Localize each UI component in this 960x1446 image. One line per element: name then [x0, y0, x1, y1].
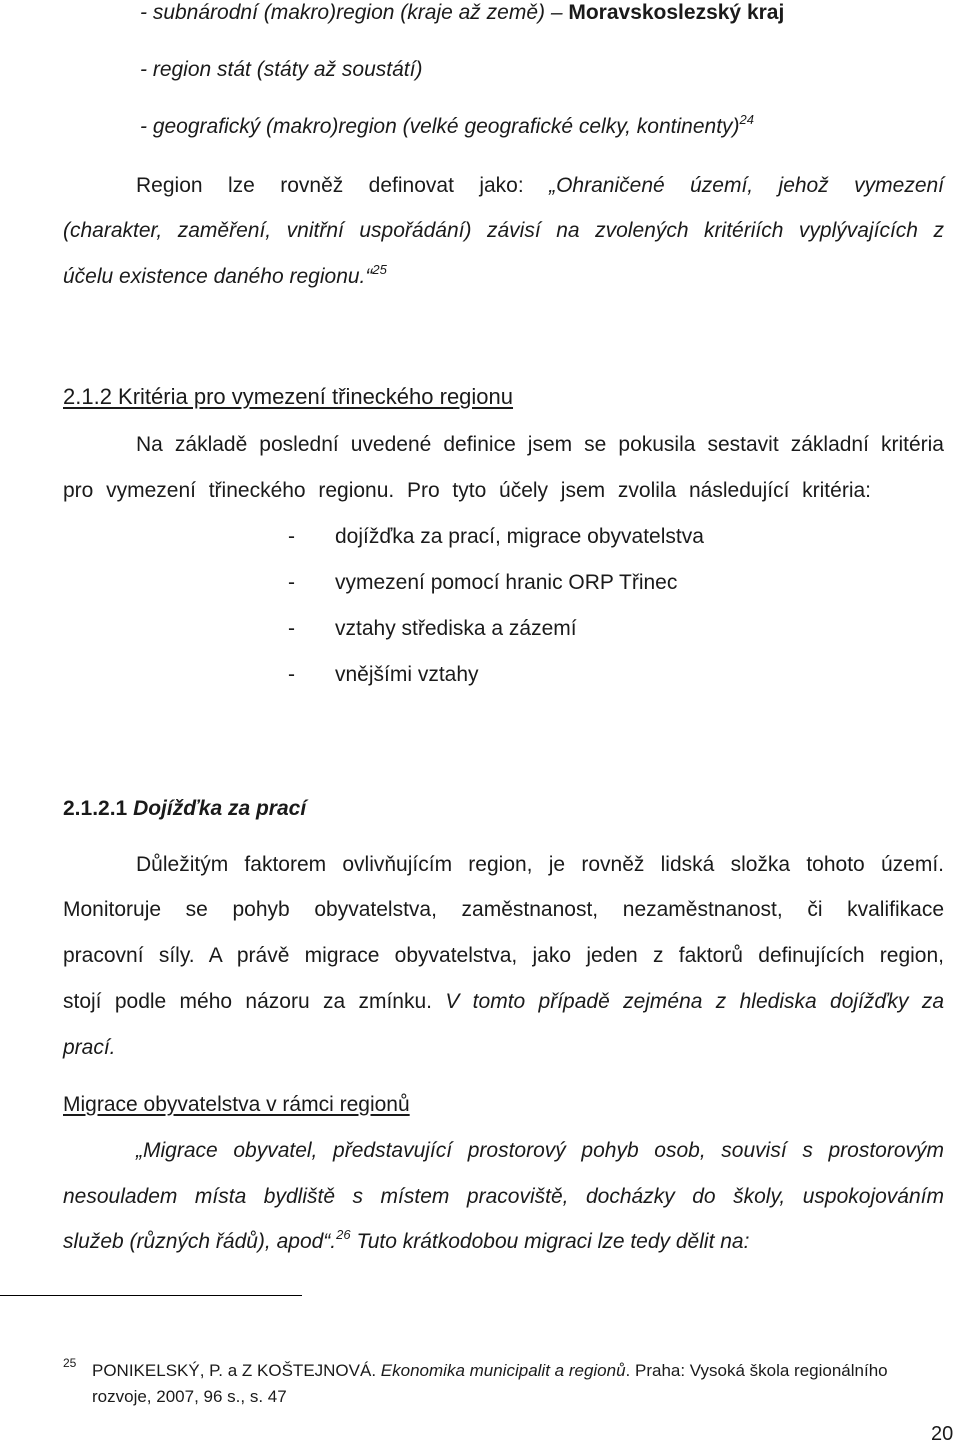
list-item-subnational-region: - subnárodní (makro)region (kraje až země) – Moravskoslezský kraj	[140, 1, 785, 24]
definition-line-1: Region lze rovněž definovat jako: „Ohraničené území, jehož vymezení	[136, 174, 945, 197]
criteria-dash: -	[288, 525, 295, 548]
criterion-item: vztahy střediska a zázemí	[335, 617, 577, 640]
footnote-ref-25: 25	[372, 262, 387, 277]
criteria-intro-line-2: pro vymezení třineckého regionu. Pro tyto účely jsem zvolila následující kritéria:	[63, 479, 871, 502]
footnote-number: 25	[63, 1356, 77, 1370]
migration-quote-line-1: „Migrace obyvatel, představující prostorový pohyb osob, souvisí s prostorovým	[136, 1139, 944, 1162]
criterion-item: vymezení pomocí hranic ORP Třinec	[335, 571, 678, 594]
criteria-dash: -	[288, 663, 295, 686]
criteria-dash: -	[288, 617, 295, 640]
footnote-line-2: rozvoje, 2007, 96 s., s. 47	[92, 1387, 287, 1406]
list-item-geographic-region: - geografický (makro)region (velké geografické celky, kontinenty)$^{24}$	[140, 112, 754, 138]
commuting-line-1: Důležitým faktorem ovlivňujícím region, je rovněž lidská složka tohoto území.	[136, 853, 944, 876]
commuting-line-2: Monitoruje se pohyb obyvatelstva, zaměstnanost, nezaměstnanost, či kvalifikace	[63, 898, 944, 921]
migration-heading: Migrace obyvatelstva v rámci regionů	[63, 1093, 410, 1116]
moravskoslezsky-kraj: Moravskoslezský kraj	[568, 1, 785, 24]
definition-line-2: (charakter, zaměření, vnitřní uspořádání) závisí na zvolených kritériích vyplývajících z	[63, 219, 944, 242]
section-heading-2-1-2-1: 2.1.2.1 Dojížďka za prací	[63, 797, 307, 820]
criteria-dash: -	[288, 571, 295, 594]
list-item-state-region: - region stát (státy až soustátí)	[140, 58, 423, 81]
footnote-ref-24: 24	[739, 112, 754, 127]
footnote-line-1: PONIKELSKÝ, P. a Z KOŠTEJNOVÁ. Ekonomika municipalit a regionů. Praha: Vysoká škola regionálního	[92, 1361, 888, 1380]
footnote-separator	[0, 1295, 302, 1296]
commuting-line-3: pracovní síly. A právě migrace obyvatelstva, jako jeden z faktorů definujících region,	[63, 944, 944, 967]
criterion-item: dojížďka za prací, migrace obyvatelstva	[335, 525, 704, 548]
definition-line-3: účelu existence daného regionu.“$^{25}$	[63, 262, 387, 288]
criteria-intro-line-1: Na základě poslední uvedené definice jsem se pokusila sestavit základní kritéria	[136, 433, 944, 456]
migration-quote-line-2: nesouladem místa bydliště s místem pracoviště, docházky do školy, uspokojováním	[63, 1185, 944, 1208]
criterion-item: vnějšími vztahy	[335, 663, 479, 686]
footnote-ref-26: 26	[336, 1227, 351, 1242]
commuting-line-5: prací.	[63, 1036, 116, 1059]
section-heading-2-1-2: 2.1.2 Kritéria pro vymezení třineckého regionu	[63, 384, 514, 409]
commuting-line-4: stojí podle mého názoru za zmínku. V tomto případě zejména z hlediska dojížďky za	[63, 990, 945, 1013]
page-number: 20	[931, 1423, 954, 1445]
migration-quote-line-3: služeb (různých řádů), apod“.$^{26}$ Tuto krátkodobou migraci lze tedy dělit na:	[63, 1227, 750, 1253]
